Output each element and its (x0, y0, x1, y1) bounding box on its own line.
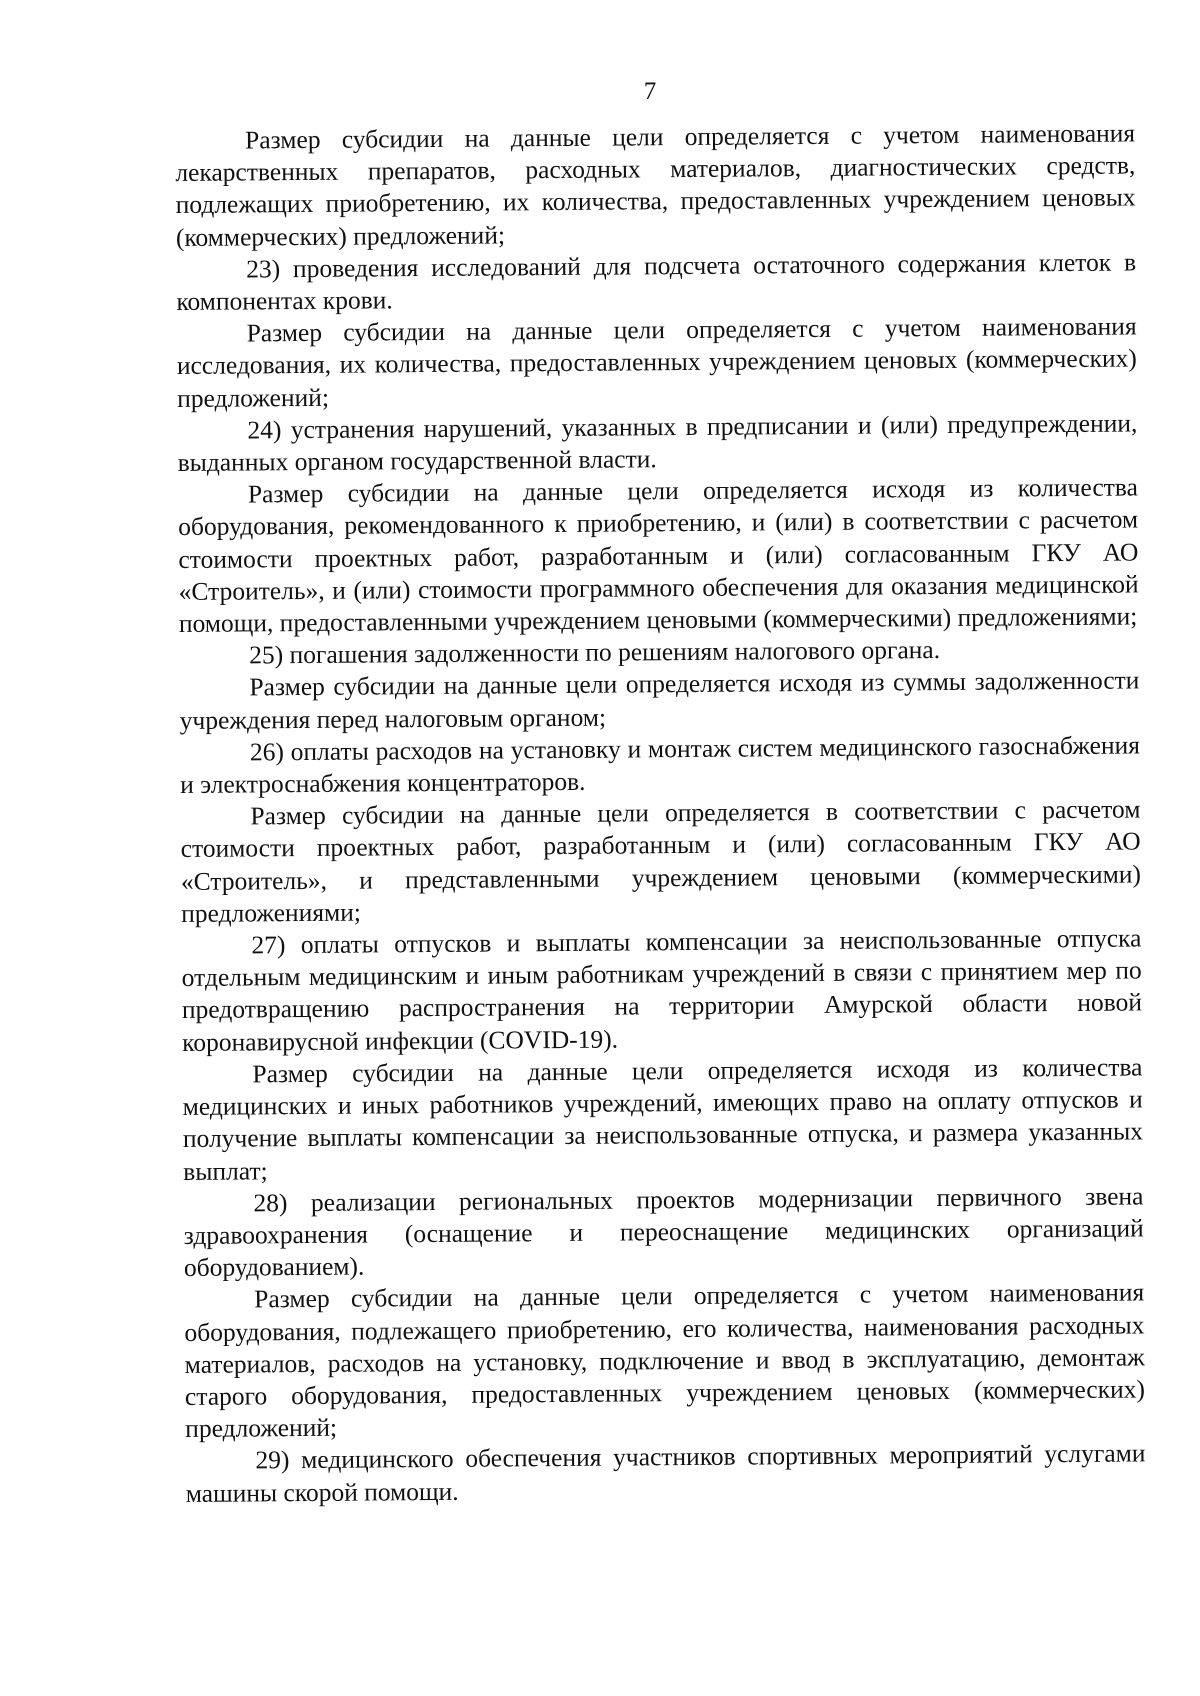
paragraph: 29) медицинского обеспечения участников спортивных мероприятий услугами машины скорой помощи. (185, 1438, 1146, 1508)
paragraph: 23) проведения исследований для подсчета остаточного содержания клеток в компонентах крови. (176, 247, 1137, 317)
paragraph: Размер субсидии на данные цели определяется с учетом наименования лекарственных препаратов, расходных материалов, диагностических средств, подлежащих приобретению, их количества, предоставленных учреждением ценовых (коммерческих) предложений; (175, 118, 1136, 252)
paragraph: 24) устранения нарушений, указанных в предписании и (или) предупреждении, выданных органом государственной власти. (177, 408, 1138, 478)
paragraph: Размер субсидии на данные цели определяется исходя из количества оборудования, рекомендованного к приобретению, и (или) в соответствии с расчетом стоимости проектных работ, разработанным и (или) согласованным ГКУ АО «Строитель», и (или) стоимости программного обеспечения для оказания медицинской помощи, предоставленными учреждением ценовыми (коммерческими) предложениями; (178, 472, 1139, 639)
document-body (175, 117, 1146, 1509)
page-number: 7 (643, 78, 657, 105)
paragraph: Размер субсидии на данные цели определяется исходя из суммы задолженности учреждения перед налоговым органом; (179, 665, 1140, 735)
paragraph: 28) реализации региональных проектов модернизации первичного звена здравоохранения (оснащение и переоснащение медицинских организаций оборудованием). (183, 1181, 1144, 1283)
paragraph: 25) погашения задолженности по решениям налогового органа. (249, 635, 941, 670)
paragraph: Размер субсидии на данные цели определяется исходя из количества медицинских и иных работников учреждений, имеющих право на оплату отпусков и получение выплаты компенсации за неиспользованные отпуска, и размера указанных выплат; (182, 1052, 1144, 1186)
paragraph: Размер субсидии на данные цели определяется с учетом наименования исследования, их количества, предоставленных учреждением ценовых (коммерческих) предложений; (176, 311, 1137, 413)
paragraph: Размер субсидии на данные цели определяется с учетом наименования оборудования, подлежащего приобретению, его количества, наименования расходных материалов, расходов на установку, подключение и ввод в эксплуатацию, демонтаж старого оборудования, предоставленных учреждением ценовых (коммерческих) предложений; (184, 1277, 1146, 1444)
paragraph: Размер субсидии на данные цели определяется в соответствии с расчетом стоимости проектных работ, разработанным и (или) согласованным ГКУ АО «Строитель», и представленными учреждением ценовыми (коммерческими) предложениями; (180, 794, 1142, 928)
paragraph: 26) оплаты расходов на установку и монтаж систем медицинского газоснабжения и электроснабжения концентраторов. (180, 730, 1141, 800)
paragraph: 27) оплаты отпусков и выплаты компенсации за неиспользованные отпуска отдельным медицинским и иным работникам учреждений в связи с принятием мер по предотвращению распространения на территории Амурской области новой коронавирусной инфекции (COVID-19). (181, 923, 1143, 1057)
